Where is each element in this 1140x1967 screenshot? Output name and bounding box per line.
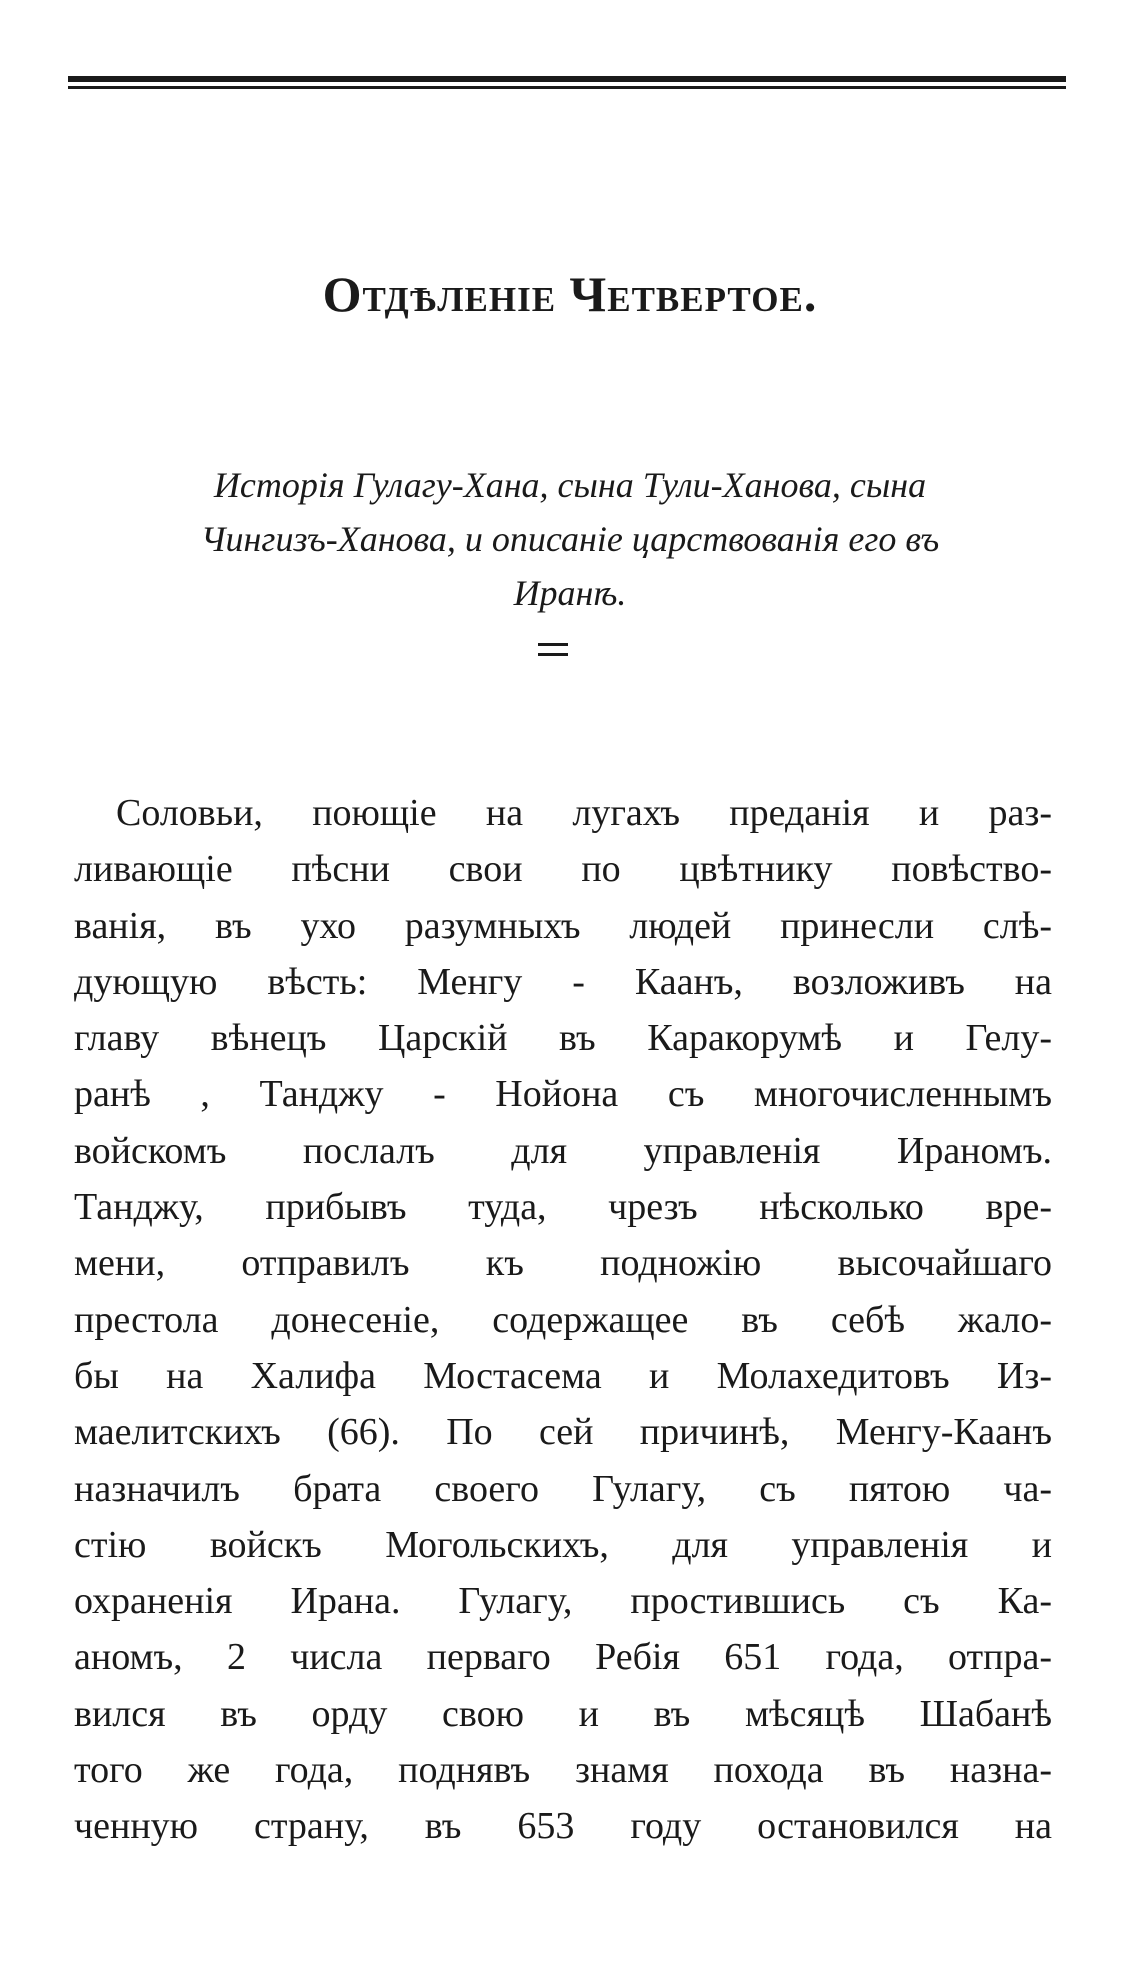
text-line: стію войскъ Могольскихъ, для управленія и	[74, 1523, 1052, 1566]
ornament-divider	[538, 641, 568, 661]
text-line: престола донесеніе, содержащее въ себѣ жало-	[74, 1298, 1052, 1341]
subtitle-line: Исторія Гулагу-Хана, сына Тули-Ханова, сына	[213, 465, 927, 505]
header-double-rule	[68, 76, 1066, 92]
text-line: войскомъ послалъ для управленія Ираномъ.	[74, 1129, 1052, 1172]
text-line: бы на Халифа Мостасема и Молахедитовъ Из-	[74, 1354, 1052, 1397]
text-line: ванія, въ ухо разумныхъ людей принесли слѣ-	[74, 904, 1052, 947]
subtitle-line: Иранѣ.	[513, 573, 627, 613]
section-subtitle	[70, 458, 1070, 620]
text-line: дующую вѣсть: Менгу - Каанъ, возложивъ на	[74, 960, 1052, 1003]
text-line: того же года, поднявъ знамя похода въ назна-	[74, 1749, 1052, 1792]
text-line: ченную страну, въ 653 году остановился на	[74, 1805, 1052, 1848]
text-line: охраненія Ирана. Гулагу, простившись съ Ка-	[74, 1580, 1052, 1623]
text-line: главу вѣнецъ Царскій въ Каракорумѣ и Гелу-	[74, 1017, 1052, 1060]
text-line: аномъ, 2 числа перваго Ребія 651 года, отпра-	[74, 1636, 1052, 1679]
body-paragraph	[74, 785, 1052, 1855]
section-heading: Отдѣленіе Четвертое.	[322, 266, 818, 322]
text-line: Танджу, прибывъ туда, чрезъ нѣсколько вре-	[74, 1186, 1052, 1229]
text-line: вился въ орду свою и въ мѣсяцѣ Шабанѣ	[74, 1692, 1052, 1735]
divider-bar	[538, 653, 568, 656]
text-line: ливающіе пѣсни свои по цвѣтнику повѣство-	[74, 848, 1052, 891]
text-line: ранѣ , Танджу - Нойона съ многочисленнымъ	[74, 1073, 1052, 1116]
text-line: мени, отправилъ къ подножію высочайшаго	[74, 1242, 1052, 1285]
header-rule-thick	[68, 76, 1066, 82]
text-line: Соловьи, поющіе на лугахъ преданія и раз-	[116, 792, 1052, 834]
text-line: маелитскихъ (66). По сей причинѣ, Менгу-Каанъ	[74, 1411, 1052, 1454]
header-rule-thin	[68, 86, 1066, 89]
subtitle-line: Чингизъ-Ханова, и описаніе царствованія его въ	[200, 519, 940, 559]
divider-bar	[538, 643, 568, 646]
text-line: назначилъ брата своего Гулагу, съ пятою ча-	[74, 1467, 1052, 1510]
